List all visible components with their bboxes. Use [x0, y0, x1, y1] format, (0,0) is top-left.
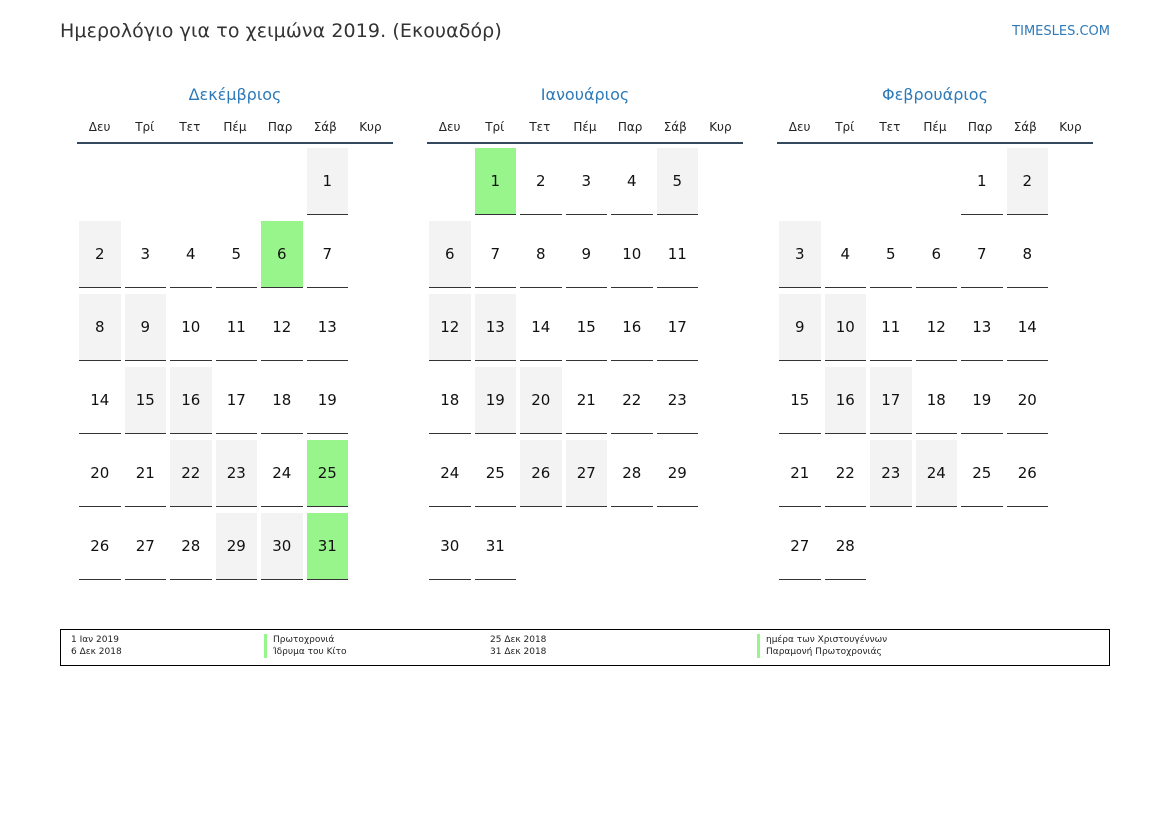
day-grid [77, 148, 393, 586]
day-cell: 24 [916, 440, 958, 507]
weekday-label: Σάβ [1013, 120, 1037, 134]
empty-cell [170, 148, 212, 215]
day-cell: 7 [307, 221, 349, 288]
day-cell: 25 [307, 440, 349, 507]
day-cell: 27 [566, 440, 608, 507]
day-grid [777, 148, 1093, 586]
legend-holiday-name: ημέρα των Χριστουγέννων [757, 634, 887, 646]
day-cell: 22 [825, 440, 867, 507]
day-cell: 13 [475, 294, 517, 361]
day-cell: 5 [657, 148, 699, 215]
day-cell: 1 [307, 148, 349, 215]
day-cell: 2 [520, 148, 562, 215]
legend-holiday-name: Παραμονή Πρωτοχρονιάς [757, 646, 882, 658]
day-cell: 21 [566, 367, 608, 434]
day-cell: 11 [870, 294, 912, 361]
empty-cell [261, 148, 303, 215]
empty-cell [79, 148, 121, 215]
legend-date: 1 Ιαν 2019 [71, 635, 119, 645]
empty-cell [870, 148, 912, 215]
day-cell: 14 [520, 294, 562, 361]
day-cell: 9 [125, 294, 167, 361]
day-cell: 13 [307, 294, 349, 361]
weekday-label: Παρ [617, 120, 643, 134]
day-cell: 1 [961, 148, 1003, 215]
day-cell: 30 [429, 513, 471, 580]
weekday-label: Τετ [879, 120, 901, 134]
month-calendar [427, 83, 743, 586]
day-cell: 23 [216, 440, 258, 507]
day-cell: 14 [79, 367, 121, 434]
month-name: Ιανουάριος [540, 85, 630, 104]
month-name: Δεκέμβριος [188, 85, 282, 104]
day-cell: 29 [216, 513, 258, 580]
day-cell: 23 [870, 440, 912, 507]
weekday-label: Τρί [485, 120, 505, 134]
site-link[interactable]: TIMESLES.COM [1012, 24, 1110, 39]
day-cell: 3 [779, 221, 821, 288]
day-cell: 2 [79, 221, 121, 288]
legend-date: 6 Δεκ 2018 [71, 647, 122, 657]
day-cell: 21 [125, 440, 167, 507]
day-cell: 18 [261, 367, 303, 434]
day-cell: 19 [475, 367, 517, 434]
day-cell: 17 [216, 367, 258, 434]
empty-cell [779, 148, 821, 215]
day-cell: 5 [870, 221, 912, 288]
legend-holiday-name: Πρωτοχρονιά [264, 634, 334, 646]
day-cell: 25 [961, 440, 1003, 507]
day-cell: 16 [170, 367, 212, 434]
day-cell: 18 [429, 367, 471, 434]
legend-date: 31 Δεκ 2018 [490, 647, 547, 657]
day-cell: 27 [779, 513, 821, 580]
weekday-label: Τρί [135, 120, 155, 134]
day-cell: 11 [216, 294, 258, 361]
day-cell: 20 [520, 367, 562, 434]
day-cell: 14 [1007, 294, 1049, 361]
day-cell: 4 [825, 221, 867, 288]
day-cell: 12 [429, 294, 471, 361]
weekday-label: Τετ [529, 120, 551, 134]
day-cell: 15 [125, 367, 167, 434]
legend-date: 25 Δεκ 2018 [490, 635, 547, 645]
day-cell: 19 [961, 367, 1003, 434]
day-cell: 12 [261, 294, 303, 361]
weekday-label: Παρ [267, 120, 293, 134]
empty-cell [125, 148, 167, 215]
day-cell: 13 [961, 294, 1003, 361]
day-cell: 6 [261, 221, 303, 288]
day-cell: 20 [79, 440, 121, 507]
day-cell: 12 [916, 294, 958, 361]
day-cell: 24 [429, 440, 471, 507]
day-cell: 22 [170, 440, 212, 507]
day-cell: 28 [611, 440, 653, 507]
day-cell: 19 [307, 367, 349, 434]
day-cell: 30 [261, 513, 303, 580]
legend-holiday-name: Ίδρυμα του Κίτο [264, 646, 347, 658]
day-cell: 31 [307, 513, 349, 580]
day-cell: 10 [611, 221, 653, 288]
weekday-label: Τετ [179, 120, 201, 134]
weekday-label: Πέμ [923, 120, 947, 134]
day-cell: 29 [657, 440, 699, 507]
empty-cell [916, 148, 958, 215]
weekday-label: Δευ [788, 120, 811, 134]
day-cell: 5 [216, 221, 258, 288]
day-cell: 11 [657, 221, 699, 288]
day-cell: 17 [657, 294, 699, 361]
day-cell: 18 [916, 367, 958, 434]
day-cell: 20 [1007, 367, 1049, 434]
weekday-label: Πέμ [573, 120, 597, 134]
day-cell: 21 [779, 440, 821, 507]
weekday-label: Κυρ [709, 120, 732, 134]
day-cell: 7 [961, 221, 1003, 288]
day-cell: 28 [170, 513, 212, 580]
day-cell: 16 [611, 294, 653, 361]
day-grid [427, 148, 743, 586]
day-cell: 9 [779, 294, 821, 361]
weekday-label: Τρί [835, 120, 855, 134]
day-cell: 8 [79, 294, 121, 361]
day-cell: 15 [779, 367, 821, 434]
day-cell: 22 [611, 367, 653, 434]
day-cell: 2 [1007, 148, 1049, 215]
weekday-label: Κυρ [359, 120, 382, 134]
weekday-label: Σάβ [313, 120, 337, 134]
day-cell: 15 [566, 294, 608, 361]
weekday-label: Σάβ [663, 120, 687, 134]
empty-cell [429, 148, 471, 215]
day-cell: 7 [475, 221, 517, 288]
day-cell: 27 [125, 513, 167, 580]
day-cell: 4 [170, 221, 212, 288]
weekday-header [777, 112, 1093, 144]
day-cell: 24 [261, 440, 303, 507]
day-cell: 10 [825, 294, 867, 361]
weekday-label: Πέμ [223, 120, 247, 134]
holiday-legend [60, 629, 1110, 666]
page-title: Ημερολόγιο για το χειμώνα 2019. (Εκουαδόρ) [60, 20, 502, 42]
month-calendar [77, 83, 393, 586]
day-cell: 6 [916, 221, 958, 288]
empty-cell [825, 148, 867, 215]
day-cell: 4 [611, 148, 653, 215]
weekday-label: Κυρ [1059, 120, 1082, 134]
day-cell: 8 [1007, 221, 1049, 288]
day-cell: 3 [566, 148, 608, 215]
empty-cell [216, 148, 258, 215]
day-cell: 26 [79, 513, 121, 580]
day-cell: 1 [475, 148, 517, 215]
weekday-header [77, 112, 393, 144]
day-cell: 6 [429, 221, 471, 288]
day-cell: 8 [520, 221, 562, 288]
day-cell: 23 [657, 367, 699, 434]
day-cell: 16 [825, 367, 867, 434]
month-calendar [777, 83, 1093, 586]
weekday-header [427, 112, 743, 144]
day-cell: 26 [1007, 440, 1049, 507]
day-cell: 9 [566, 221, 608, 288]
weekday-label: Δευ [438, 120, 461, 134]
day-cell: 26 [520, 440, 562, 507]
weekday-label: Παρ [967, 120, 993, 134]
day-cell: 28 [825, 513, 867, 580]
day-cell: 17 [870, 367, 912, 434]
day-cell: 10 [170, 294, 212, 361]
day-cell: 3 [125, 221, 167, 288]
month-name: Φεβρουάριος [882, 85, 988, 104]
weekday-label: Δευ [88, 120, 111, 134]
day-cell: 31 [475, 513, 517, 580]
day-cell: 25 [475, 440, 517, 507]
